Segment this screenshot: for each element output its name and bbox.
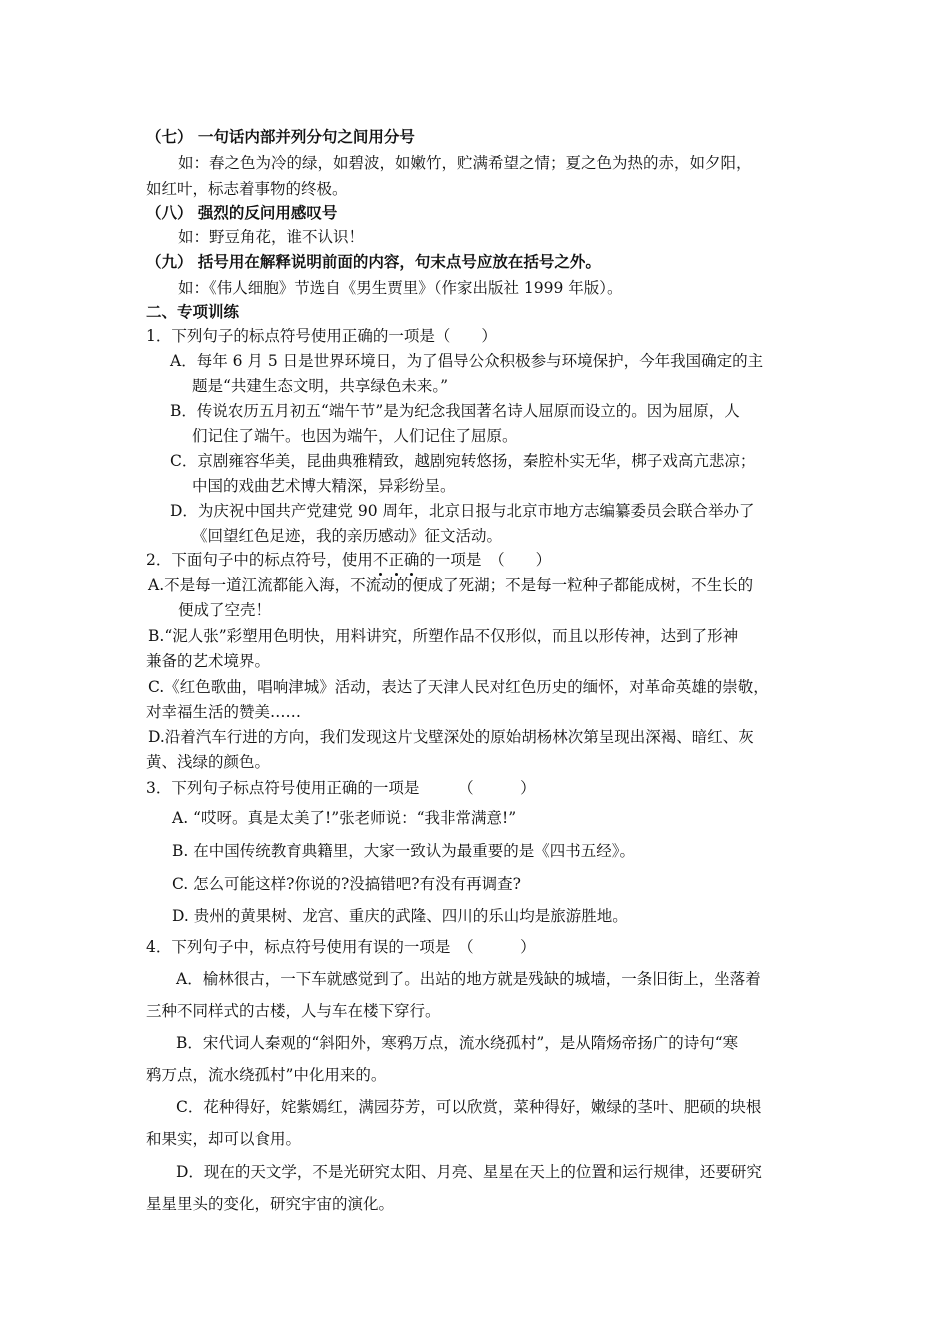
question-4-stem: 4．下列句子中，标点符号使用有误的一项是 （ ）: [146, 938, 536, 956]
question-4-option-d: D．现在的天文学，不是光研究太阳、月亮、星星在天上的位置和运行规律，还要研究: [176, 1163, 762, 1181]
question-1-option-c-cont: 中国的戏曲艺术博大精深，异彩纷呈。: [192, 477, 456, 495]
question-2-stem: [146, 549, 551, 571]
section-9-heading: （九） 括号用在解释说明前面的内容，句末点号应放在括号之外。: [146, 252, 601, 271]
question-4-option-b: B．宋代词人秦观的“斜阳外，寒鸦万点，流水绕孤村”，是从隋炀帝扬广的诗句“寒: [176, 1034, 739, 1052]
section-7-example: 如：春之色为冷的绿，如碧波，如嫩竹，贮满希望之情；夏之色为热的赤，如夕阳，: [178, 154, 752, 172]
question-2-option-b-cont: 兼备的艺术境界。: [146, 652, 271, 670]
question-3-option-a: A. “哎呀。真是太美了!”张老师说：“我非常满意!”: [172, 809, 517, 827]
section-9-example: 如：《伟人细胞》节选自《男生贾里》（作家出版社 1999 年版）。: [178, 279, 623, 297]
section-7-heading: （七） 一句话内部并列分句之间用分号: [146, 127, 415, 146]
question-2-option-d: D.沿着汽车行进的方向，我们发现这片戈壁深处的原始胡杨林次第呈现出深褐、暗红、灰: [148, 728, 754, 746]
question-3-stem: 3．下列句子标点符号使用正确的一项是 （ ）: [146, 779, 536, 797]
question-1-option-c: C．京剧雍容华美，昆曲典雅精致，越剧宛转悠扬，秦腔朴实无华，梆子戏高亢悲凉；: [170, 452, 756, 470]
question-3-option-c: C. 怎么可能这样?你说的?没搞错吧?有没有再调查?: [172, 875, 521, 893]
emphasis-char: 正: [388, 551, 404, 569]
question-3-option-b: B. 在中国传统教育典籍里，大家一致认为最重要的是《四书五经》。: [172, 842, 635, 860]
question-2-option-a: A.不是每一道江流都能入海，不流动的便成了死湖；不是每一粒种子都能成树，不生长的: [148, 576, 754, 594]
question-2-option-c: C.《红色歌曲，唱响津城》活动，表达了天津人民对红色历史的缅怀，对革命英雄的崇敬，: [148, 678, 769, 696]
question-4-option-b-cont: 鸦万点，流水绕孤村”中化用来的。: [146, 1066, 387, 1084]
section-8-heading: （八） 强烈的反问用感叹号: [146, 203, 338, 222]
question-1-option-d-cont: 《回望红色足迹，我的亲历感动》征文活动。: [192, 527, 503, 545]
section-8-example: 如：野豆角花，谁不认识！: [178, 228, 365, 246]
question-1-option-a: A．每年 6 月 5 日是世界环境日，为了倡导公众积极参与环境保护，今年我国确定的主: [170, 352, 764, 370]
question-2-option-b: B.“泥人张”彩塑用色明快，用料讲究，所塑作品不仅形似，而且以形传神，达到了形神: [148, 627, 739, 645]
question-3-option-d: D. 贵州的黄果树、龙宫、重庆的武隆、四川的乐山均是旅游胜地。: [172, 907, 628, 925]
question-2-option-a-cont: 便成了空壳！: [178, 601, 272, 619]
question-2-option-c-cont: 对幸福生活的赞美……: [146, 703, 302, 721]
question-4-option-d-cont: 星星里头的变化，研究宇宙的演化。: [146, 1195, 395, 1213]
section-7-example-cont: 如红叶，标志着事物的终极。: [146, 180, 348, 198]
question-1-option-d: D．为庆祝中国共产党建党 90 周年，北京日报与北京市地方志编纂委员会联合举办了: [170, 502, 755, 520]
question-4-option-a: A．榆林很古，一下车就感觉到了。出站的地方就是残缺的城墙，一条旧街上，坐落着: [176, 970, 761, 988]
question-4-option-a-cont: 三种不同样式的古楼，人与车在楼下穿行。: [146, 1002, 441, 1020]
question-1-option-a-cont: 题是“共建生态文明，共享绿色未来。”: [192, 377, 449, 395]
question-1-option-b-cont: 们记住了端午。也因为端午，人们记住了屈原。: [192, 427, 518, 445]
question-4-option-c-cont: 和果实，却可以食用。: [146, 1130, 302, 1148]
question-4-option-c: C．花种得好，姹紫嫣红，满园芬芳，可以欣赏，菜种得好，嫩绿的茎叶、肥硕的块根: [176, 1098, 762, 1116]
part-2-title: 二、专项训练: [146, 302, 240, 321]
emphasis-char: 不: [372, 551, 389, 569]
question-1-stem: 1．下列句子的标点符号使用正确的一项是（ ）: [146, 327, 497, 345]
question-1-option-b: B．传说农历五月初五“端午节”是为纪念我国著名诗人屈原而设立的。因为屈原，人: [170, 402, 740, 420]
emphasis-char: 确: [403, 551, 420, 569]
question-2-option-d-cont: 黄、浅绿的颜色。: [146, 753, 271, 771]
question-2-stem-end: 的一项是 （ ）: [419, 551, 552, 569]
question-2-stem-start: 2．下面句子中的标点符号，使用: [146, 551, 373, 569]
